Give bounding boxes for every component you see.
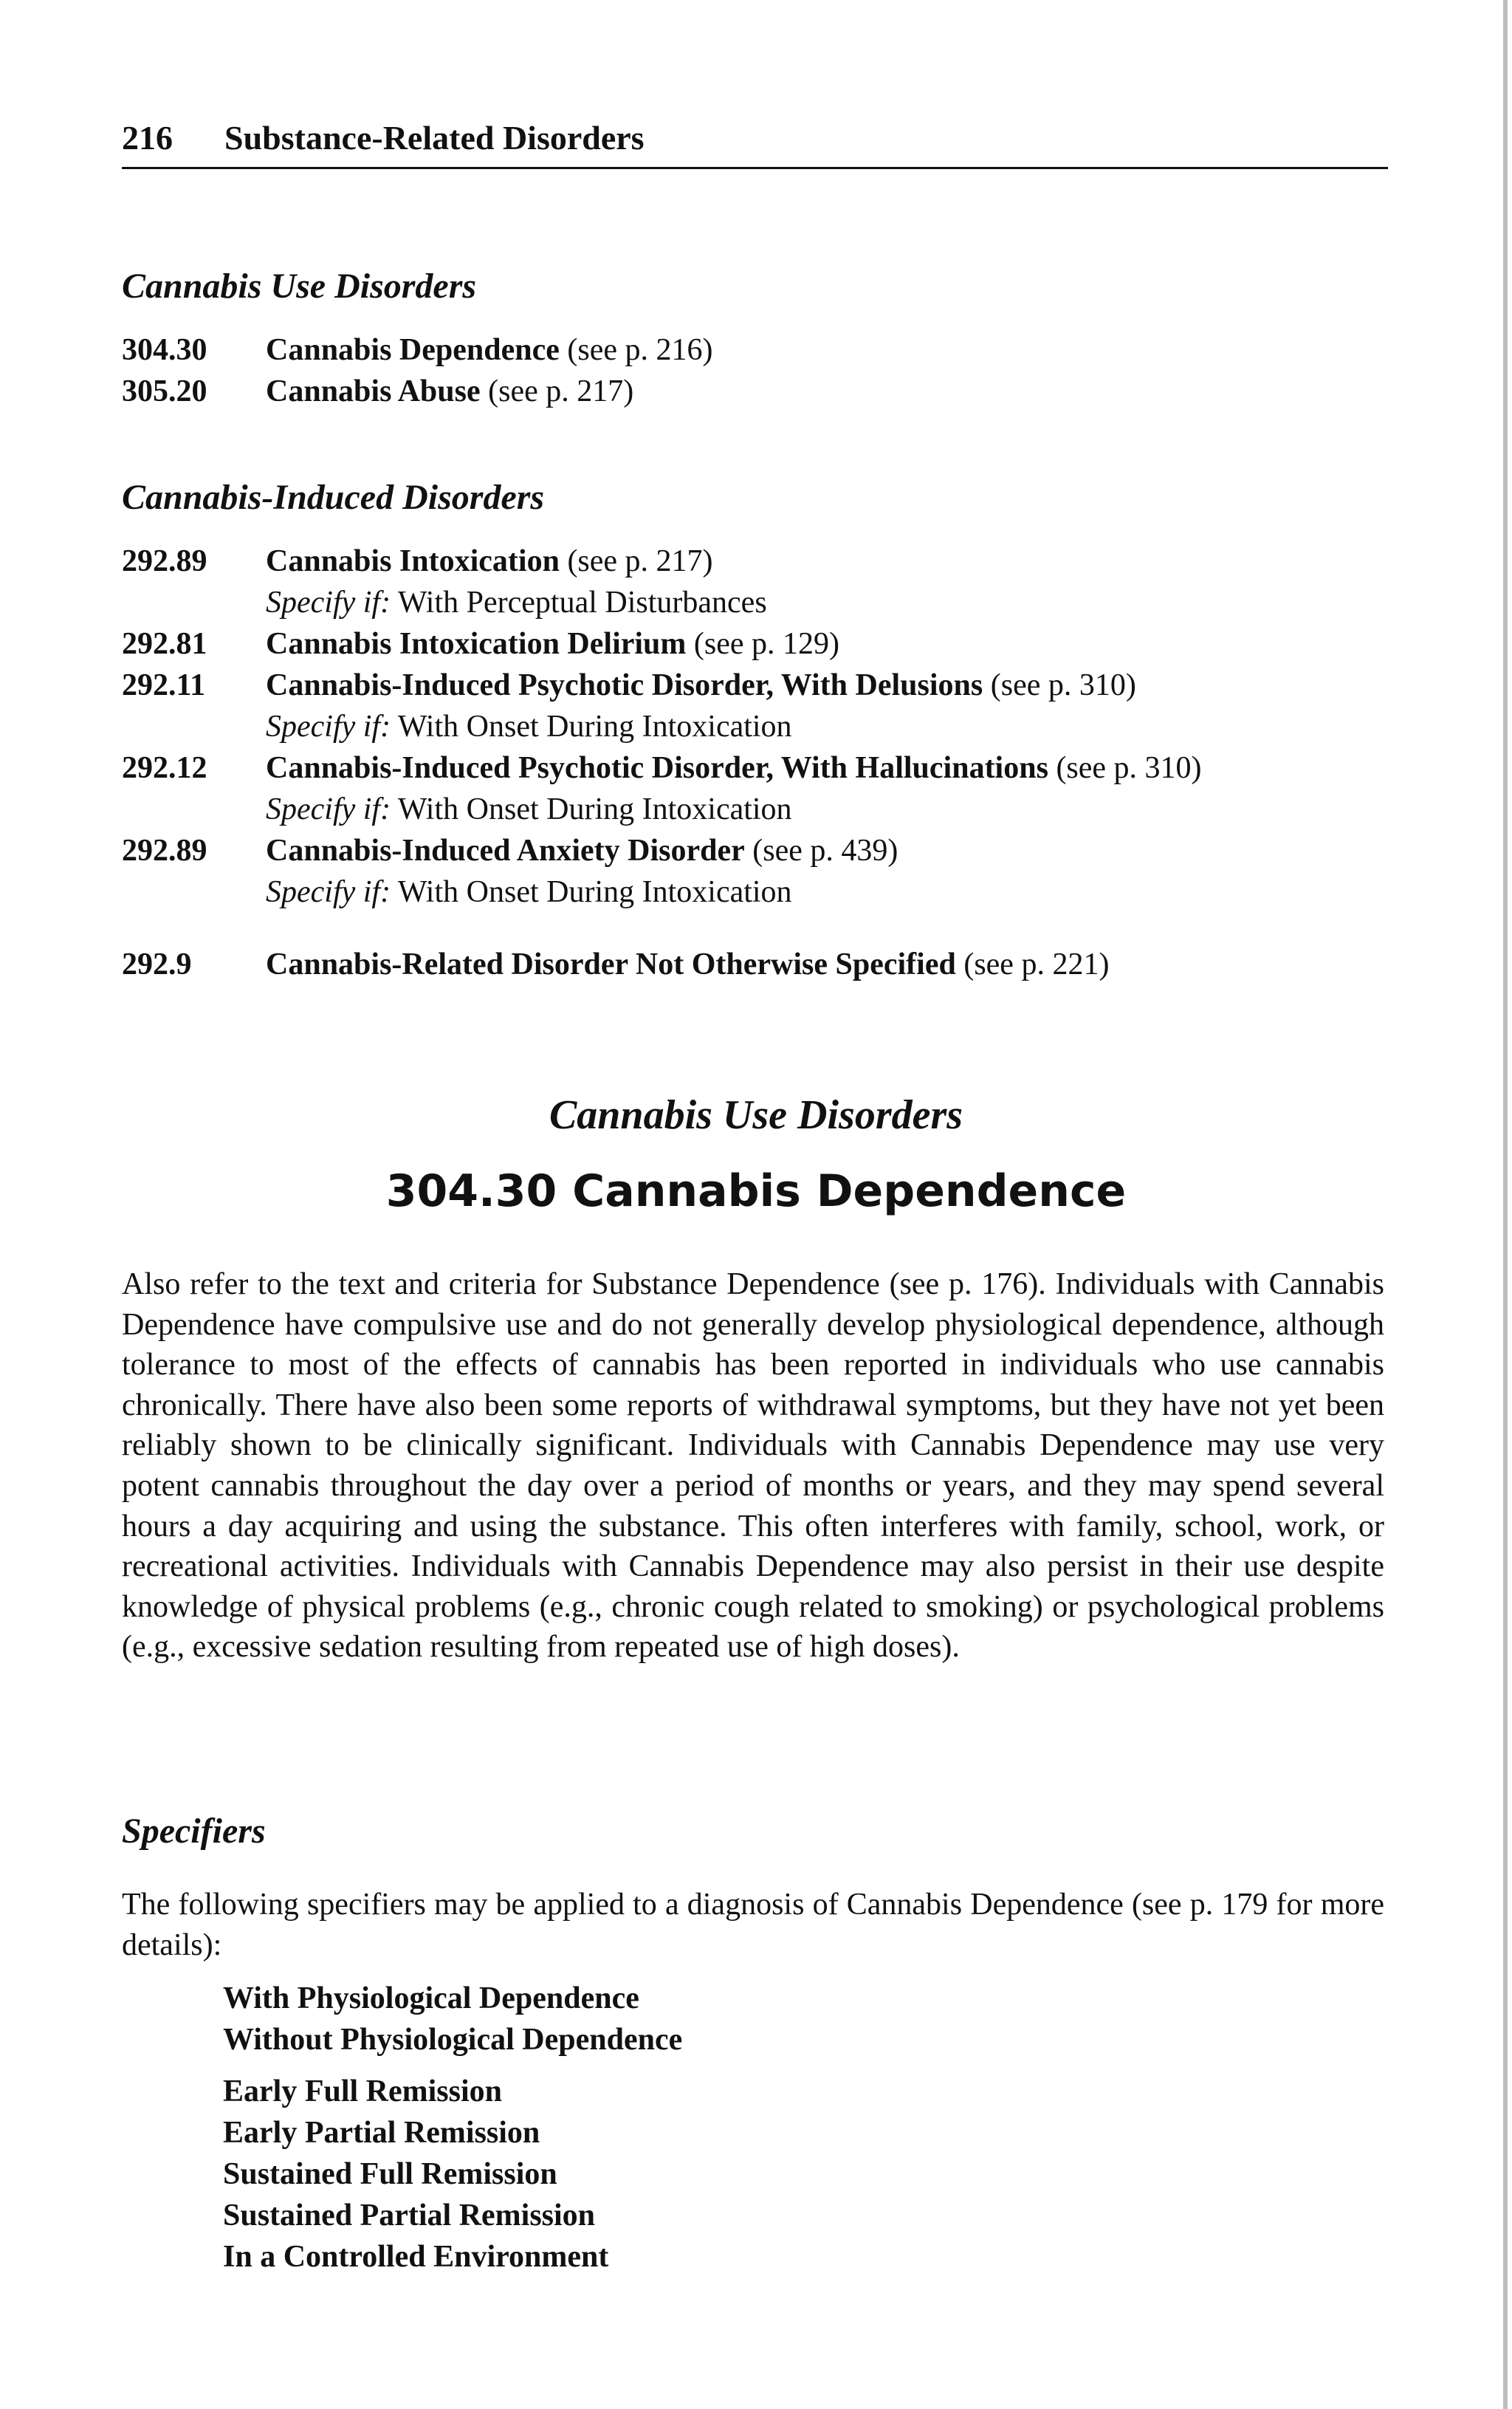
diagnosis-code: 292.11 (122, 668, 206, 702)
specifier-line (266, 706, 1399, 747)
specifier-line (266, 582, 1399, 623)
diagnosis-code: 305.20 (122, 374, 207, 408)
diagnosis-row (122, 623, 1399, 665)
specifier-line (266, 789, 1399, 830)
specifier-item: Sustained Partial Remission (223, 2199, 596, 2232)
diagnosis-code: 292.89 (122, 834, 207, 868)
specifier-list (223, 1978, 682, 2288)
diagnosis-name: Cannabis-Induced Psychotic Disorder, With Hallucinations (266, 751, 1048, 785)
specifier-item: Without Physiological Dependence (223, 2023, 683, 2057)
page-reference: (see p. 216) (567, 333, 713, 367)
diagnosis-name: Cannabis Intoxication (266, 544, 560, 578)
running-title: Substance-Related Disorders (224, 119, 645, 157)
page-reference: (see p. 221) (963, 948, 1110, 981)
diagnosis-name: Cannabis-Induced Psychotic Disorder, With Delusions (266, 668, 983, 702)
body-paragraph: Also refer to the text and criteria for Substance Dependence (see p. 176). Individuals with Cannabis Dependence have compulsive use and do not generally develop physiological dependence, although tolerance to most of the effects of cannabis has been reported in individuals who use cannabis chronically. There have also been some reports of withdrawal symptoms, but they have not yet been reliably shown to be clinically significant. Individuals with Cannabis Dependence may use very potent cannabis throughout the day over a period of months or years, and they may spend several hours a day acquiring and using the substance. This often interferes with family, school, work, or recreational activities. Individuals with Cannabis Dependence may also persist in their use despite knowledge of physical problems (e.g., chronic cough related to smoking) or psychological problems (e.g., excessive sedation resulting from repeated use of high doses). (122, 1267, 1384, 1665)
specify-label: Specify if: (266, 875, 391, 909)
diagnosis-code: 292.12 (122, 751, 207, 785)
diagnosis-code: 292.89 (122, 544, 207, 578)
specifier-item: Sustained Full Remission (223, 2157, 557, 2191)
diagnosis-name: Cannabis-Induced Anxiety Disorder (266, 834, 745, 868)
specify-label: Specify if: (266, 792, 391, 826)
cannabis-induced-disorders-list (122, 541, 1399, 985)
specifier-item: With Physiological Dependence (223, 1981, 639, 2015)
diagnosis-code: 292.81 (122, 627, 207, 661)
diagnosis-name: Cannabis Abuse (266, 374, 481, 408)
diagnosis-code: 304.30 (122, 333, 207, 367)
specifier-item: In a Controlled Environment (223, 2240, 609, 2274)
header-rule (122, 167, 1388, 169)
specify-label: Specify if: (266, 710, 391, 744)
running-head (122, 118, 645, 157)
spacer (122, 913, 1399, 944)
diagnosis-row (122, 665, 1399, 706)
dependence-specifiers (223, 1978, 682, 2060)
diagnosis-row (122, 541, 1399, 582)
specifier-line (266, 871, 1399, 913)
page-reference: (see p. 439) (752, 834, 898, 868)
specify-label: Specify if: (266, 586, 391, 620)
diagnosis-row (122, 747, 1399, 789)
diagnosis-name: Cannabis-Related Disorder Not Otherwise Specified (266, 948, 956, 981)
specifier-item: Early Full Remission (223, 2074, 503, 2108)
cannabis-induced-disorders-heading: Cannabis-Induced Disorders (122, 478, 545, 517)
diagnosis-name: Cannabis Intoxication Delirium (266, 627, 687, 661)
cannabis-use-disorders-list (122, 329, 1399, 412)
diagnosis-row (122, 329, 1399, 371)
diagnosis-row-nos (122, 944, 1399, 985)
page-reference: (see p. 310) (1056, 751, 1202, 785)
remission-specifiers (223, 2071, 682, 2278)
specifier-item: Early Partial Remission (223, 2116, 540, 2150)
page-reference: (see p. 217) (488, 374, 634, 408)
page-number: 216 (122, 119, 173, 157)
specify-value: With Perceptual Disturbances (397, 586, 767, 620)
cannabis-use-disorders-heading: Cannabis Use Disorders (122, 267, 477, 306)
specifiers-heading: Specifiers (122, 1812, 266, 1851)
diagnosis-code: 292.9 (122, 948, 192, 981)
section-title: Cannabis Use Disorders (549, 1092, 963, 1138)
section-subtitle: 304.30 Cannabis Dependence (385, 1165, 1127, 1217)
page-reference: (see p. 310) (990, 668, 1136, 702)
page-reference: (see p. 129) (693, 627, 840, 661)
page-reference: (see p. 217) (567, 544, 713, 578)
diagnosis-row (122, 830, 1399, 871)
diagnosis-row (122, 371, 1399, 412)
specify-value: With Onset During Intoxication (397, 875, 792, 909)
specifiers-intro: The following specifiers may be applied to a diagnosis of Cannabis Dependence (see p. 179 for more details): (122, 1888, 1384, 1962)
diagnosis-name: Cannabis Dependence (266, 333, 560, 367)
specify-value: With Onset During Intoxication (397, 710, 792, 744)
specify-value: With Onset During Intoxication (397, 792, 792, 826)
